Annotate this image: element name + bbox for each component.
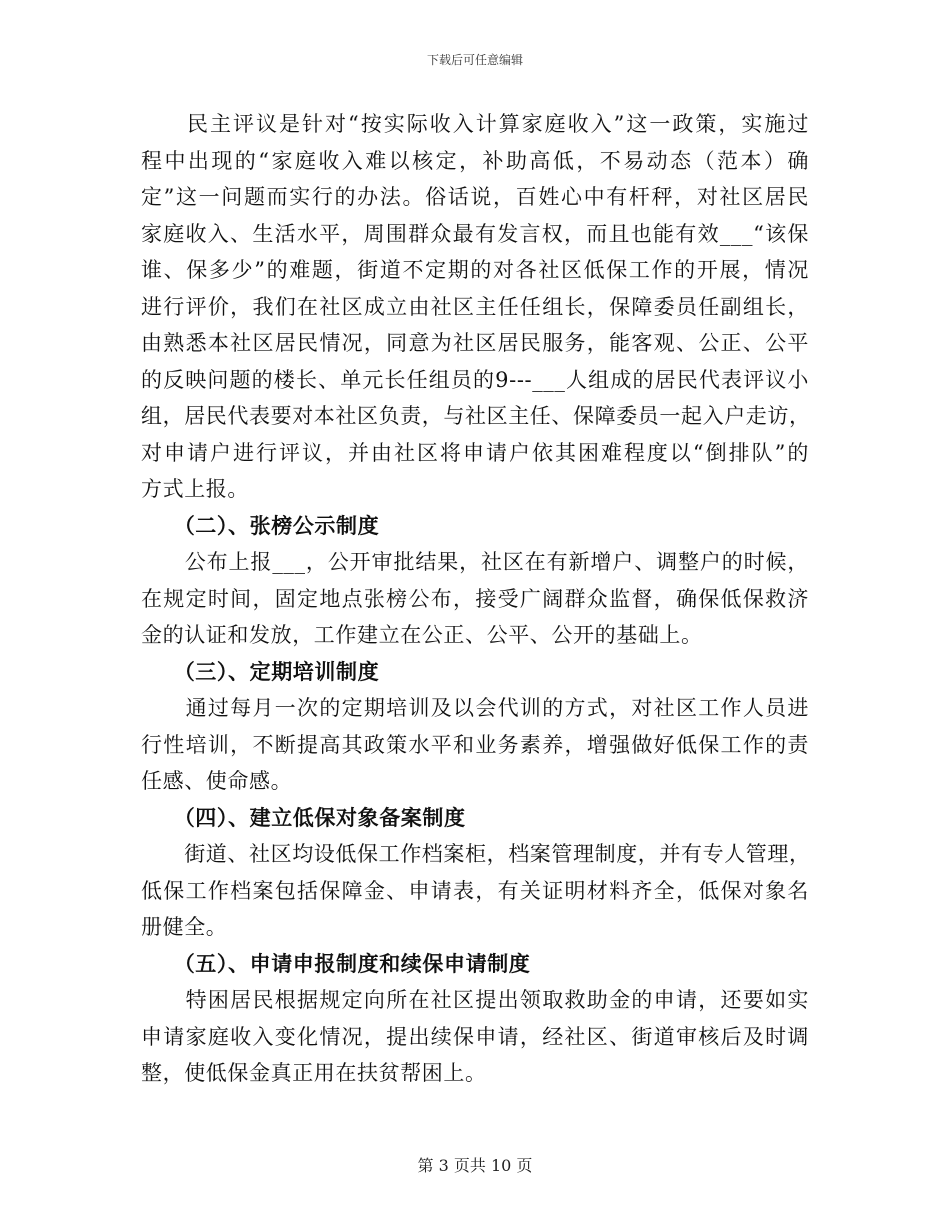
- section-heading: （五）、申请申报制度和续保申请制度: [141, 951, 531, 976]
- paragraph-line: 通过每月一次的定期培训及以会代训的方式，对社区工作人员进: [141, 696, 809, 720]
- paragraph-line: 的反映问题的楼长、单元长任组员的9---___人组成的居民代表评议小: [141, 367, 809, 392]
- paragraph-line: 申请家庭收入变化情况，提出续保申请，经社区、街道审核后及时调: [141, 1024, 809, 1049]
- paragraph-line: 公布上报___，公开审批结果，社区在有新增户、调整户的时候，: [141, 550, 809, 574]
- paragraph-line: 程中出现的“家庭收入难以核定，补助高低，不易动态（范本）确: [141, 148, 809, 173]
- paragraph-line: 进行评价，我们在社区成立由社区主任任组长，保障委员任副组长，: [141, 294, 809, 319]
- paragraph-line: 金的认证和发放，工作建立在公正、公平、公开的基础上。: [141, 623, 703, 647]
- paragraph-line: 低保工作档案包括保障金、申请表，有关证明材料齐全，低保对象名: [141, 878, 809, 903]
- page-header: 下载后可任意编辑: [426, 53, 523, 67]
- paragraph-line: 在规定时间，固定地点张榜公布，接受广阔群众监督，确保低保救济: [141, 586, 809, 611]
- paragraph-line: 由熟悉本社区居民情况，同意为社区居民服务，能客观、公正、公平: [141, 331, 809, 355]
- paragraph-line: 册健全。: [141, 915, 228, 939]
- paragraph-line: 整，使低保金真正用在扶贫帮困上。: [141, 1061, 487, 1085]
- paragraph-line: 方式上报。: [141, 477, 249, 501]
- paragraph-line: 定”这一问题而实行的办法。俗话说，百姓心中有杆秤，对社区居民: [141, 185, 809, 209]
- paragraph-line: 街道、社区均设低保工作档案柜，档案管理制度，并有专人管理，: [141, 842, 811, 866]
- section-heading: （三）、定期培训制度: [141, 659, 380, 684]
- paragraph-line: 任感、使命感。: [141, 769, 293, 793]
- page-footer: 第 3 页共 10 页: [417, 1156, 533, 1175]
- paragraph-line: 谁、保多少”的难题，街道不定期的对各社区低保工作的开展，情况: [141, 258, 809, 282]
- paragraph-line: 行性培训，不断提高其政策水平和业务素养，增强做好低保工作的责: [141, 732, 809, 757]
- section-heading: （二）、张榜公示制度: [141, 513, 380, 538]
- document-body: [141, 106, 809, 1092]
- paragraph-line: 民主评议是针对“按实际收入计算家庭收入”这一政策，实施过: [141, 112, 809, 136]
- paragraph-line: 组，居民代表要对本社区负责，与社区主任、保障委员一起入户走访，: [141, 404, 811, 428]
- paragraph-line: 家庭收入、生活水平，周围群众最有发言权，而且也能有效___“该保: [141, 221, 809, 246]
- section-heading: （四）、建立低保对象备案制度: [141, 805, 466, 830]
- paragraph-line: 对申请户进行评议，并由社区将申请户依其困难程度以“倒排队”的: [141, 440, 809, 465]
- paragraph-line: 特困居民根据规定向所在社区提出领取救助金的申请，还要如实: [141, 988, 809, 1012]
